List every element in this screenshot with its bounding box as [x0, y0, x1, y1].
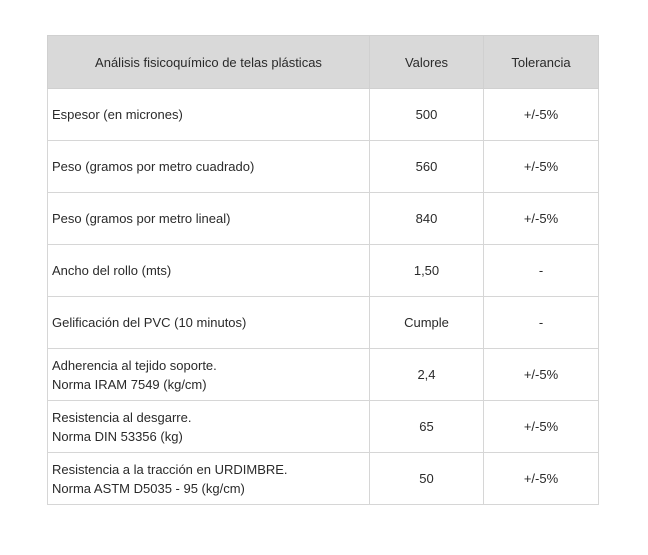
header-tolerance: Tolerancia	[484, 36, 599, 89]
table-row	[48, 141, 599, 193]
table-row	[48, 349, 599, 401]
row-tolerance-cell: -	[484, 297, 599, 349]
header-analysis: Análisis fisicoquímico de telas plásticas	[48, 36, 370, 89]
row-value-cell: 1,50	[370, 245, 484, 297]
row-tolerance-cell: +/-5%	[484, 141, 599, 193]
row-name-line: Espesor (en micrones)	[52, 107, 183, 122]
row-name-cell	[48, 453, 370, 505]
row-name-cell	[48, 193, 370, 245]
table-header	[48, 36, 599, 89]
row-tolerance-cell: +/-5%	[484, 401, 599, 453]
row-name-cell	[48, 401, 370, 453]
header-row	[48, 36, 599, 89]
row-name-line: Resistencia al desgarre.	[52, 409, 192, 425]
spec-table	[47, 35, 599, 505]
table-row	[48, 245, 599, 297]
row-value-cell: 500	[370, 89, 484, 141]
row-name-cell	[48, 349, 370, 401]
row-tolerance-cell: +/-5%	[484, 193, 599, 245]
table-row	[48, 297, 599, 349]
row-name-cell	[48, 297, 370, 349]
row-name-line: Ancho del rollo (mts)	[52, 263, 172, 278]
row-value-cell: 65	[370, 401, 484, 453]
row-name-line: Norma DIN 53356 (kg)	[52, 428, 183, 444]
row-name-line: Peso (gramos por metro cuadrado)	[52, 159, 255, 174]
row-name-line: Peso (gramos por metro lineal)	[52, 211, 231, 226]
row-value-cell: 840	[370, 193, 484, 245]
row-name-line: Gelificación del PVC (10 minutos)	[52, 315, 247, 330]
table-row	[48, 193, 599, 245]
row-tolerance-cell: -	[484, 245, 599, 297]
table-body	[48, 89, 599, 505]
row-tolerance-cell: +/-5%	[484, 89, 599, 141]
row-tolerance-cell: +/-5%	[484, 349, 599, 401]
row-name-cell	[48, 141, 370, 193]
table-row	[48, 401, 599, 453]
row-value-cell: 560	[370, 141, 484, 193]
table-row	[48, 89, 599, 141]
row-value-cell: 50	[370, 453, 484, 505]
row-name-line: Norma IRAM 7549 (kg/cm)	[52, 376, 207, 392]
row-tolerance-cell: +/-5%	[484, 453, 599, 505]
row-name-line: Adherencia al tejido soporte.	[52, 357, 217, 373]
header-values: Valores	[370, 36, 484, 89]
row-name-cell	[48, 89, 370, 141]
row-name-line: Resistencia a la tracción en URDIMBRE.	[52, 461, 288, 477]
row-name-line: Norma ASTM D5035 - 95 (kg/cm)	[52, 480, 245, 496]
row-name-cell	[48, 245, 370, 297]
table-row	[48, 453, 599, 505]
row-value-cell: Cumple	[370, 297, 484, 349]
row-value-cell: 2,4	[370, 349, 484, 401]
